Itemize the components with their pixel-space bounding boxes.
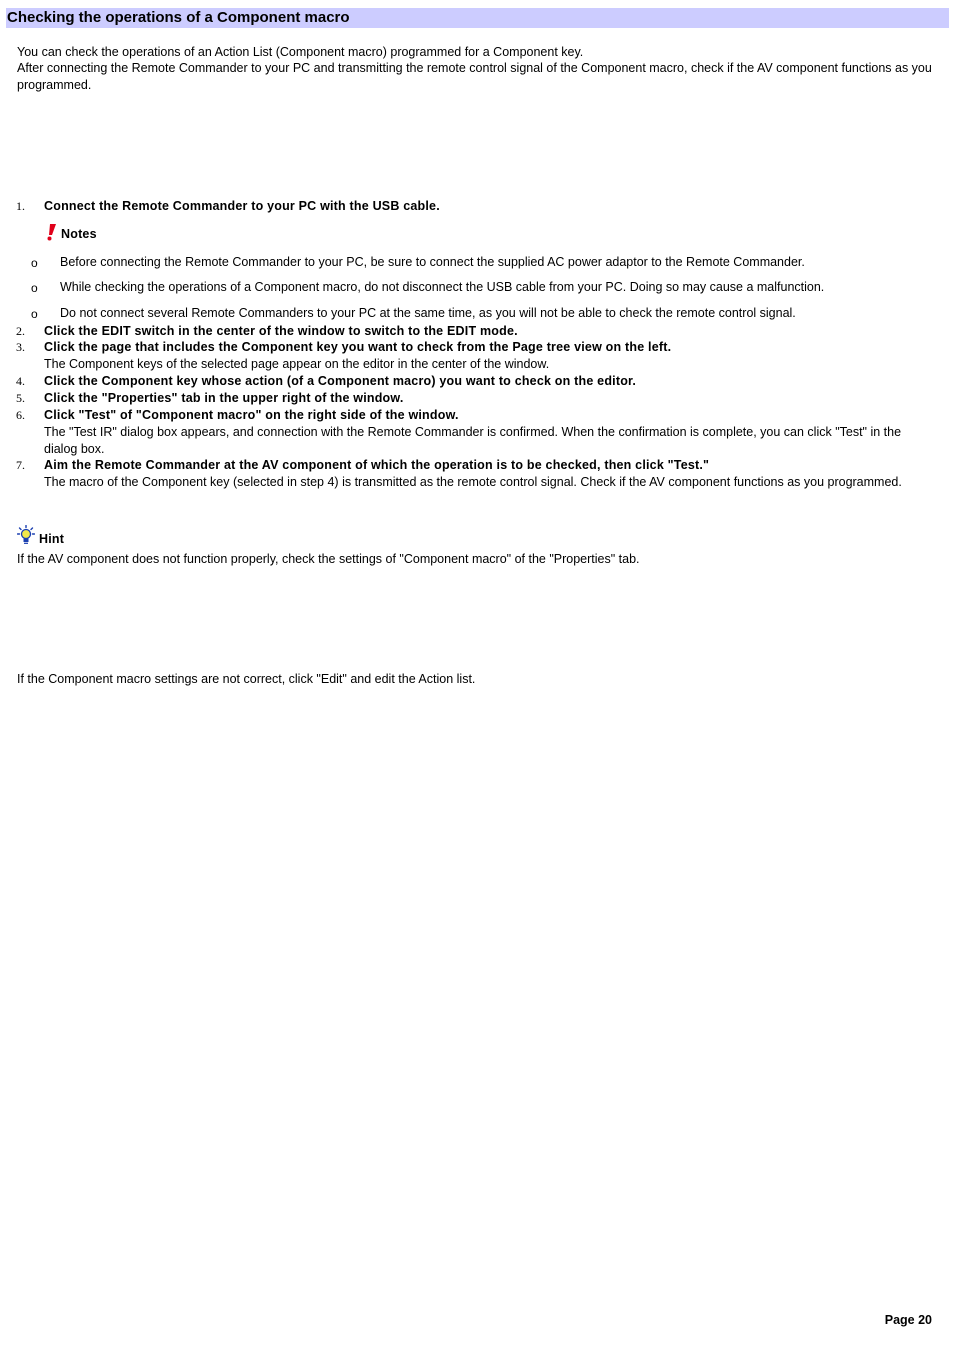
step-3-description: The Component keys of the selected page appear on the editor in the center of the window. [44,357,550,371]
step-5-text: Click the "Properties" tab in the upper right of the window. [44,391,404,405]
step-1-text: Connect the Remote Commander to your PC with the USB cable. [44,199,440,213]
notes-label: Notes [61,227,97,241]
note-item-3: Do not connect several Remote Commanders to your PC at the same time, as you will not be able to check the remote control signal. [60,306,796,320]
exclamation-icon [45,224,57,241]
step-3-text: Click the page that includes the Component key you want to check from the Page tree view on the left. [44,340,672,354]
note-bullet-3: o [31,307,38,321]
macro-edit-note: If the Component macro settings are not correct, click "Edit" and edit the Action list. [17,672,476,686]
step-2-text: Click the EDIT switch in the center of the window to switch to the EDIT mode. [44,324,518,338]
step-number-1: 1. [16,199,25,213]
note-item-1: Before connecting the Remote Commander to your PC, be sure to connect the supplied AC power adaptor to the Remote Commander. [60,255,805,269]
step-6-description: The "Test IR" dialog box appears, and connection with the Remote Commander is confirmed. When the confirmation is complete, you can click "Test" in the dialog box. [44,425,902,456]
step-number-6: 6. [16,408,25,422]
step-number-3: 3. [16,340,25,354]
page-number: Page 20 [884,1313,932,1327]
lightbulb-icon [17,525,35,544]
step-number-4: 4. [16,374,25,388]
step-7-text: Aim the Remote Commander at the AV component of which the operation is to be checked, then click "Test." [44,458,710,472]
page-title: Checking the operations of a Component macro [6,8,949,28]
intro-line-2: After connecting the Remote Commander to your PC and transmitting the remote control signal of the Component macro, check if the AV component functions as you programmed. [17,61,932,92]
note-bullet-2: o [31,281,38,295]
step-4-text: Click the Component key whose action (of a Component macro) you want to check on the editor. [44,374,637,388]
step-7-description: The macro of the Component key (selected in step 4) is transmitted as the remote control signal. Check if the AV component functions as you programmed. [44,475,902,489]
note-item-2: While checking the operations of a Component macro, do not disconnect the USB cable from your PC. Doing so may cause a malfunction. [60,280,825,294]
step-6-text: Click "Test" of "Component macro" on the right side of the window. [44,408,459,422]
step-number-5: 5. [16,391,25,405]
note-bullet-1: o [31,256,38,270]
step-number-2: 2. [16,324,25,338]
intro-line-1: You can check the operations of an Action List (Component macro) programmed for a Component key. [17,45,584,59]
hint-text: If the AV component does not function properly, check the settings of "Component macro" of the "Properties" tab. [17,552,640,566]
hint-label: Hint [39,532,65,546]
step-number-7: 7. [16,458,25,472]
